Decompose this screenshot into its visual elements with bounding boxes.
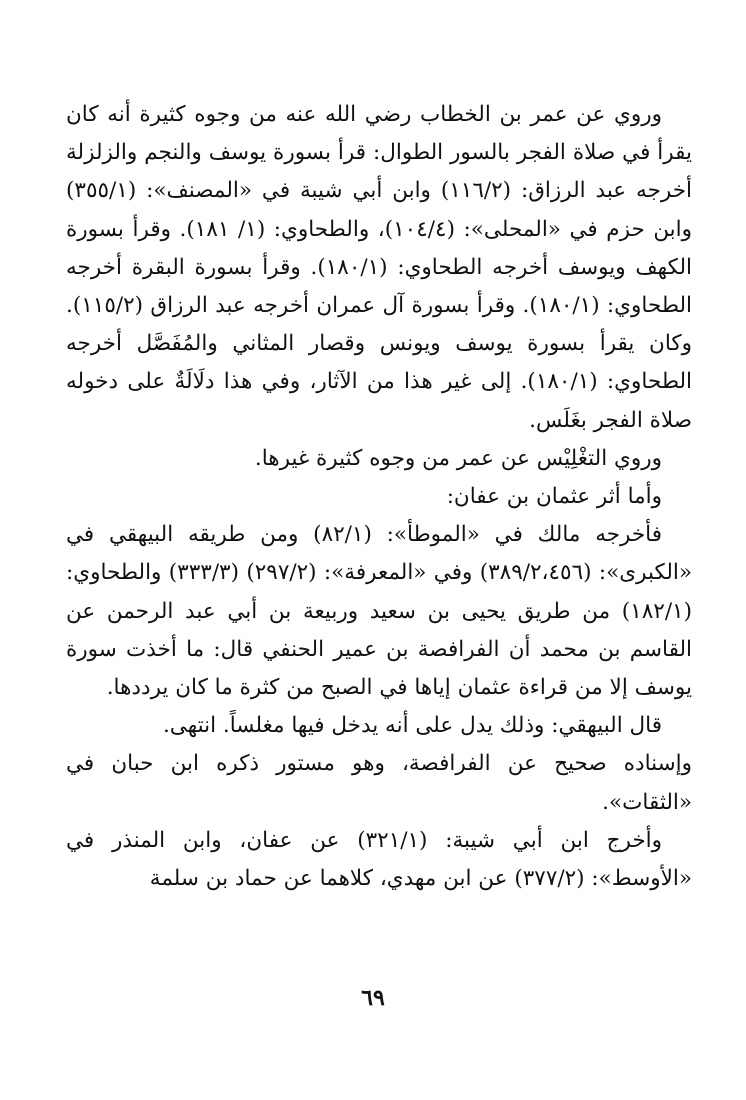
- paragraph-isnad: وإسناده صحيح عن الفرافصة، وهو مستور ذكره ابن حبان في «الثقات».: [66, 751, 692, 815]
- paragraph-uthman-heading: وأما أثر عثمان بن عفان:: [446, 484, 662, 510]
- paragraph-taghlis: وروي التغْلِيْس عن عمر من وجوه كثيرة غيرها.: [254, 445, 662, 471]
- paragraph-malik-muwatta: فأخرجه مالك في «الموطأ»: (٨٢/١) ومن طريقه البيهقي في «الكبرى»: (٣٨٩/٢،٤٥٦) وفي «المعرفة»: (٢٩٧/٢) (٣٣٣/٣) والطحاوي: (١٨٢/١) من طريق يحيى بن سعيد وربيعة بن أبي عبد الرحمن عن القاسم بن محمد أن الفرافصة بن عمير الحنفي قال: ما أخذت سورة يوسف إلا من قراءة عثمان إياها في الصبح من كثرة ما كان يرددها.: [66, 522, 692, 701]
- page-body: [66, 96, 692, 898]
- paragraph-ibn-abi-shaybah: وأخرج ابن أبي شيبة: (٣٢١/١) عن عفان، وابن المنذر في «الأوسط»: (٣٧٧/٢) عن ابن مهدي، كلاهما عن حماد بن سلمة: [66, 827, 692, 892]
- paragraph-bayhaqi-quote: قال البيهقي: وذلك يدل على أنه يدخل فيها مغلساً. انتهى.: [162, 713, 662, 739]
- page-number: ٦٩: [361, 985, 385, 1011]
- paragraph-umar-narrations: وروي عن عمر بن الخطاب رضي الله عنه من وجوه كثيرة أنه كان يقرأ في صلاة الفجر بالسور الطوال: قرأ بسورة يوسف والنجم والزلزلة أخرجه عبد الرزاق: (١١٦/٢) وابن أبي شيبة في «المصنف»: (٣٥٥/١) وابن حزم في «المحلى»: (١٠٤/٤)، والطحاوي: (١/ ١٨١). وقرأ بسورة الكهف ويوسف أخرجه الطحاوي: (١٨٠/١). وقرأ بسورة البقرة أخرجه الطحاوي: (١٨٠/١). وقرأ بسورة آل عمران أخرجه عبد الرزاق (١١٥/٢). وكان يقرأ بسورة يوسف ويونس وقصار المثاني والمُفَصَّل أخرجه الطحاوي: (١٨٠/١). إلى غير هذا من الآثار، وفي هذا دلَالَةٌ على دخوله صلاة الفجر بغَلَس.: [66, 102, 693, 433]
